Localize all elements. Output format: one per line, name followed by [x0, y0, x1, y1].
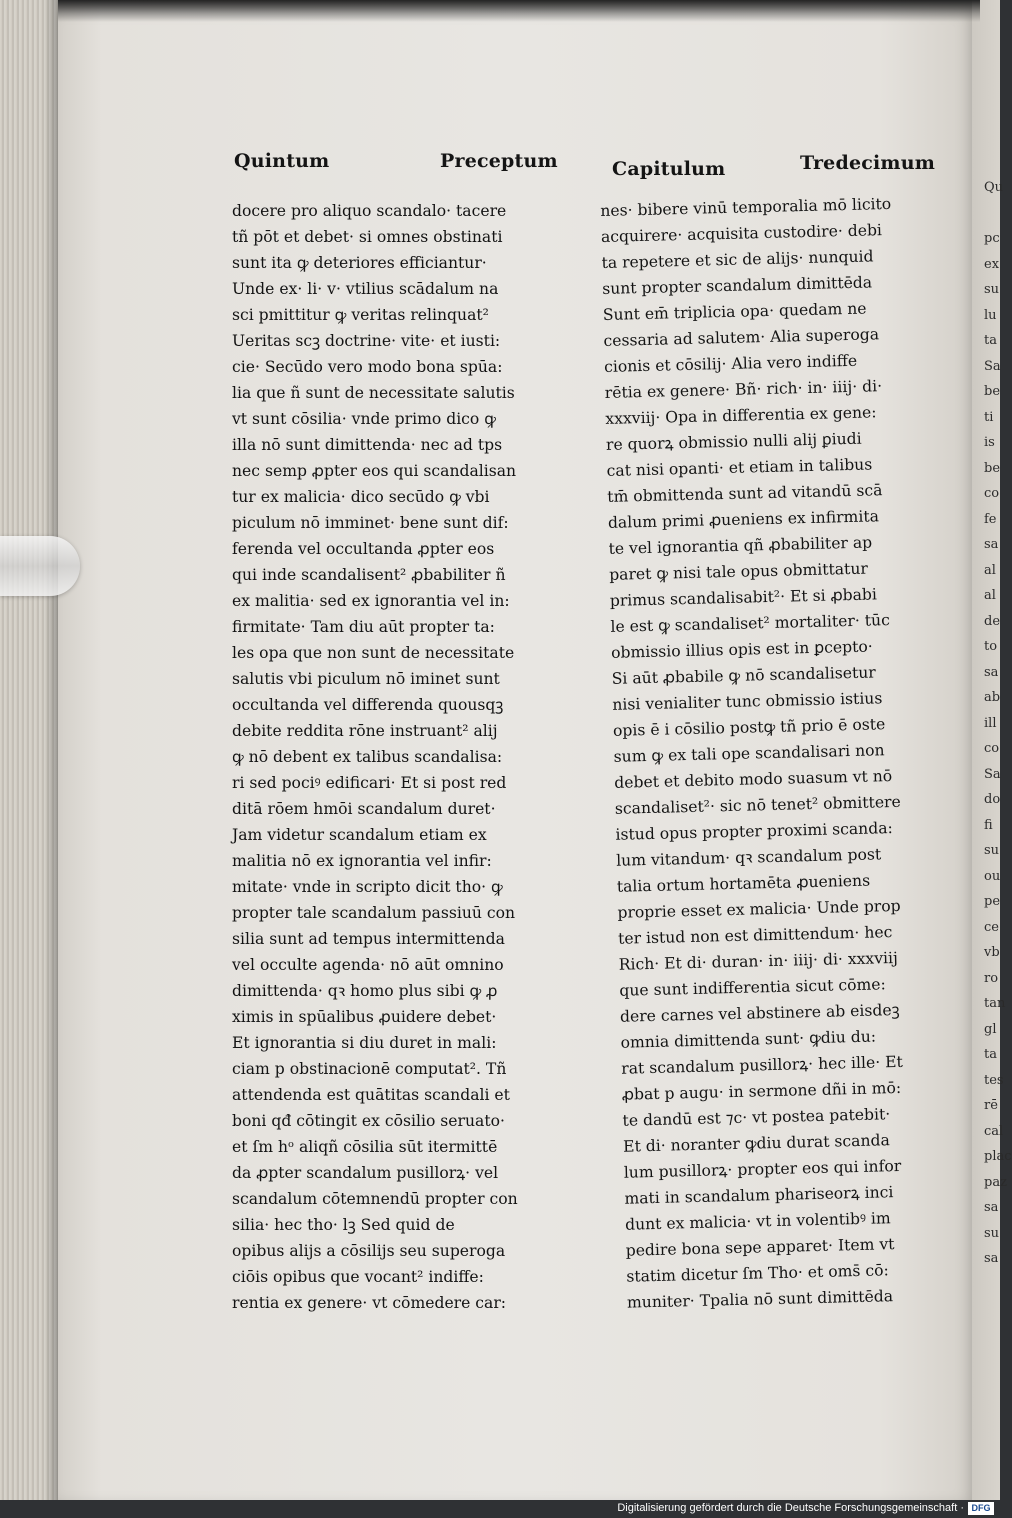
- text-line: attendenda est quātitas scandali et: [232, 1086, 510, 1104]
- text-line: omnia dimittenda sunt· ꝙdiu du:: [620, 1027, 877, 1052]
- text-line: rat scandalum pusillorꝝ· hec ille· Et: [621, 1052, 903, 1078]
- text-line: piculum nō imminet· bene sunt dif:: [232, 514, 509, 532]
- text-line: vt sunt cōsilia· vnde primo dico ꝙ: [232, 410, 496, 428]
- running-head-preceptum: Preceptum: [440, 150, 558, 172]
- text-line: mati in scandalum phariseorꝝ inci: [624, 1183, 894, 1208]
- text-line: muniter· Tpalia nō sunt dimittēda: [626, 1287, 894, 1312]
- text-line: Et di· noranter ꝙdiu durat scanda: [622, 1131, 890, 1156]
- text-line: Sunt em̄ triplicia opa· quedam ne: [602, 299, 867, 324]
- text-line: debet et debito modo suasum vt nō: [614, 767, 893, 792]
- text-column-left: [232, 198, 544, 1316]
- text-line: tur ex malicia· dico secūdo ꝙ vbi: [232, 488, 490, 506]
- text-line: sum ꝙ ex tali ope scandalisari non: [613, 741, 885, 766]
- text-line: cie· Secūdo vero modo bona spūa:: [232, 358, 503, 376]
- text-line: boni qđ cōtingit ex cōsilio seruato·: [232, 1112, 505, 1130]
- text-line: acquirere· acquisita custodire· debi: [600, 221, 883, 246]
- text-line: dunt ex malicia· vt in volentibꝰ im: [624, 1209, 891, 1234]
- text-line: opis ē i cōsilio postꝙ tñ prio ē oste: [612, 715, 886, 740]
- facing-page-text-fragment: Qu pc ex su lu ta Sa be ti is be co fe sa al al de to sa ab ill co Sa do fi su ou pe ce vb ro tan gl ta tes rē cal plac paz sa su sa: [984, 180, 1012, 1266]
- text-line: les opa que non sunt de necessitate: [232, 644, 515, 662]
- text-line: firmitate· Tam diu aūt propter ta:: [232, 618, 495, 636]
- text-line: proprie esset ex malicia· Unde prop: [617, 896, 901, 922]
- text-line: ter istud non est dimittendum· hec: [617, 923, 893, 948]
- text-line: Rich· Et di· duran· in· iiij· di· xxxviij: [618, 948, 899, 974]
- text-line: que sunt indifferentia sicut cōme:: [619, 975, 886, 1000]
- text-line: pedire bona sepe apparet· Item vt: [625, 1235, 895, 1260]
- text-line: talia ortum hortamēta ꝓueniens: [616, 871, 871, 896]
- text-line: nec semp ꝓpter eos qui scandalisan: [232, 462, 517, 480]
- text-line: occultanda vel differenda quousqꝫ: [232, 696, 504, 714]
- stacked-page-edges: [0, 0, 58, 1500]
- text-line: et ſm hᵒ aliqñ cōsilia sūt itermittē: [232, 1138, 498, 1156]
- text-line: nisi venialiter tunc obmissio istius: [612, 689, 883, 714]
- text-line: malitia nō ex ignorantia vel infir:: [232, 852, 492, 870]
- text-line: silia sunt ad tempus intermittenda: [232, 930, 505, 948]
- text-line: dere carnes vel abstinere ab eisdeꝫ: [619, 1000, 900, 1026]
- text-line: dalum primi ꝓueniens ex infirmita: [607, 507, 880, 532]
- running-head-quintum: Quintum: [234, 150, 330, 172]
- text-line: mitate· vnde in scripto dicit tho· ꝙ: [232, 878, 503, 896]
- text-line: ximis in spūalibus ꝓuidere debet·: [232, 1008, 497, 1026]
- text-line: le est ꝙ scandaliset² mortaliter· tūc: [610, 611, 891, 636]
- text-line: docere pro aliquo scandalo· tacere: [232, 202, 507, 220]
- text-line: qui inde scandalisent² ꝓbabiliter ñ: [232, 566, 506, 584]
- text-line: Unde ex· li· v· vtilius scādalum na: [232, 280, 499, 298]
- footer-credit: Digitalisierung gefördert durch die Deutsche Forschungsgemeinschaft ·: [617, 1502, 964, 1514]
- text-line: sunt ita ꝙ deteriores efficiantur·: [232, 254, 487, 272]
- text-line: ciōis opibus que vocant² indiffe:: [232, 1268, 484, 1286]
- text-line: lia que ñ sunt de necessitate salutis: [232, 384, 515, 402]
- text-line: scandaliset²· sic nō tenet² obmittere: [614, 792, 901, 818]
- text-column-right: [600, 190, 939, 1315]
- text-line: ꝓbat p augu· in sermone dñi in mō:: [621, 1078, 902, 1104]
- text-line: statim dicetur ſm Tho· et oms̄ cō:: [626, 1261, 889, 1286]
- text-line: vel occulte agenda· nō aūt omnino: [232, 956, 504, 974]
- text-line: illa nō sunt dimittenda· nec ad tps: [232, 436, 503, 454]
- text-line: tñ pōt et debet· si omnes obstinati: [232, 228, 503, 246]
- page-top-shadow: [40, 0, 980, 22]
- text-line: Si aūt ꝓbabile ꝙ nō scandalisetur: [611, 663, 876, 688]
- text-line: paret ꝙ nisi tale opus obmittatur: [608, 559, 869, 584]
- text-line: propter tale scandalum passiuū con: [232, 904, 516, 922]
- text-line: re quorꝝ obmissio nulli alij ꝑiudi: [605, 429, 862, 454]
- text-line: ꝙ nō debent ex talibus scandalisa:: [232, 748, 503, 766]
- page-clip: [0, 536, 80, 596]
- text-line: obmissio illius opis est in ꝑcepto·: [610, 637, 873, 662]
- text-line: cat nisi opanti· et etiam in talibus: [606, 455, 873, 480]
- text-line: Et ignorantia si diu duret in mali:: [232, 1034, 497, 1052]
- text-line: ditā rōem hmōi scandalum duret·: [232, 800, 496, 818]
- dfg-logo: DFG: [968, 1502, 994, 1515]
- text-line: te vel ignorantia qñ ꝓbabiliter ap: [608, 533, 873, 558]
- text-line: opibus alijs a cōsilijs seu superoga: [232, 1242, 506, 1260]
- text-line: silia· hec tho· lꝫ Sed quid de: [232, 1216, 455, 1234]
- text-line: tm̄ obmittenda sunt ad vitandū scā: [607, 481, 883, 506]
- text-line: Ueritas scꝫ doctrine· vite· et iusti:: [232, 332, 501, 350]
- text-line: scandalum cōtemnendū propter con: [232, 1190, 518, 1208]
- text-line: rētia ex genere· Bñ· rich· in· iiij· di·: [604, 377, 883, 402]
- text-line: ferenda vel occultanda ꝓpter eos: [232, 540, 495, 558]
- text-line: lum pusillorꝝ· propter eos qui infor: [623, 1156, 902, 1182]
- text-line: dimittenda· qꝛ homo plus sibi ꝙ ꝓ: [232, 982, 498, 1000]
- text-line: salutis vbi piculum nō iminet sunt: [232, 670, 500, 688]
- text-line: xxxviij· Opa in differentia ex gene:: [605, 403, 877, 428]
- text-line: sunt propter scandalum dimittēda: [602, 273, 873, 298]
- text-line: ciam p obstinacionē computat². Tñ: [232, 1060, 507, 1078]
- text-line: istud opus propter proximi scanda:: [615, 819, 893, 844]
- text-line: cessaria ad salutem· Alia superoga: [603, 325, 880, 350]
- text-line: te dandū est ⁊c· vt postea patebit·: [622, 1105, 891, 1130]
- text-line: debite reddita rōne instruant² alij: [232, 722, 498, 740]
- text-line: nes· bibere vinū temporalia mō licito: [600, 194, 892, 220]
- text-line: ex malitia· sed ex ignorantia vel in:: [232, 592, 510, 610]
- text-line: Jam videtur scandalum etiam ex: [232, 826, 487, 844]
- text-line: sci pmittitur ꝙ veritas relinquat²: [232, 306, 489, 324]
- running-head-tredecimum: Tredecimum: [800, 152, 936, 174]
- running-head-capitulum: Capitulum: [612, 158, 726, 180]
- text-line: rentia ex genere· vt cōmedere car:: [232, 1294, 507, 1312]
- text-line: primus scandalisabit²· Et si ꝓbabi: [609, 585, 878, 610]
- text-line: ta repetere et sic de alijs· nunquid: [601, 247, 874, 272]
- text-line: cionis et cōsilij· Alia vero indiffe: [603, 351, 858, 376]
- text-line: da ꝓpter scandalum pusillorꝝ· vel: [232, 1164, 499, 1182]
- text-line: lum vitandum· qꝛ scandalum post: [615, 845, 882, 870]
- text-line: ri sed pociꝰ edificari· Et si post red: [232, 774, 507, 792]
